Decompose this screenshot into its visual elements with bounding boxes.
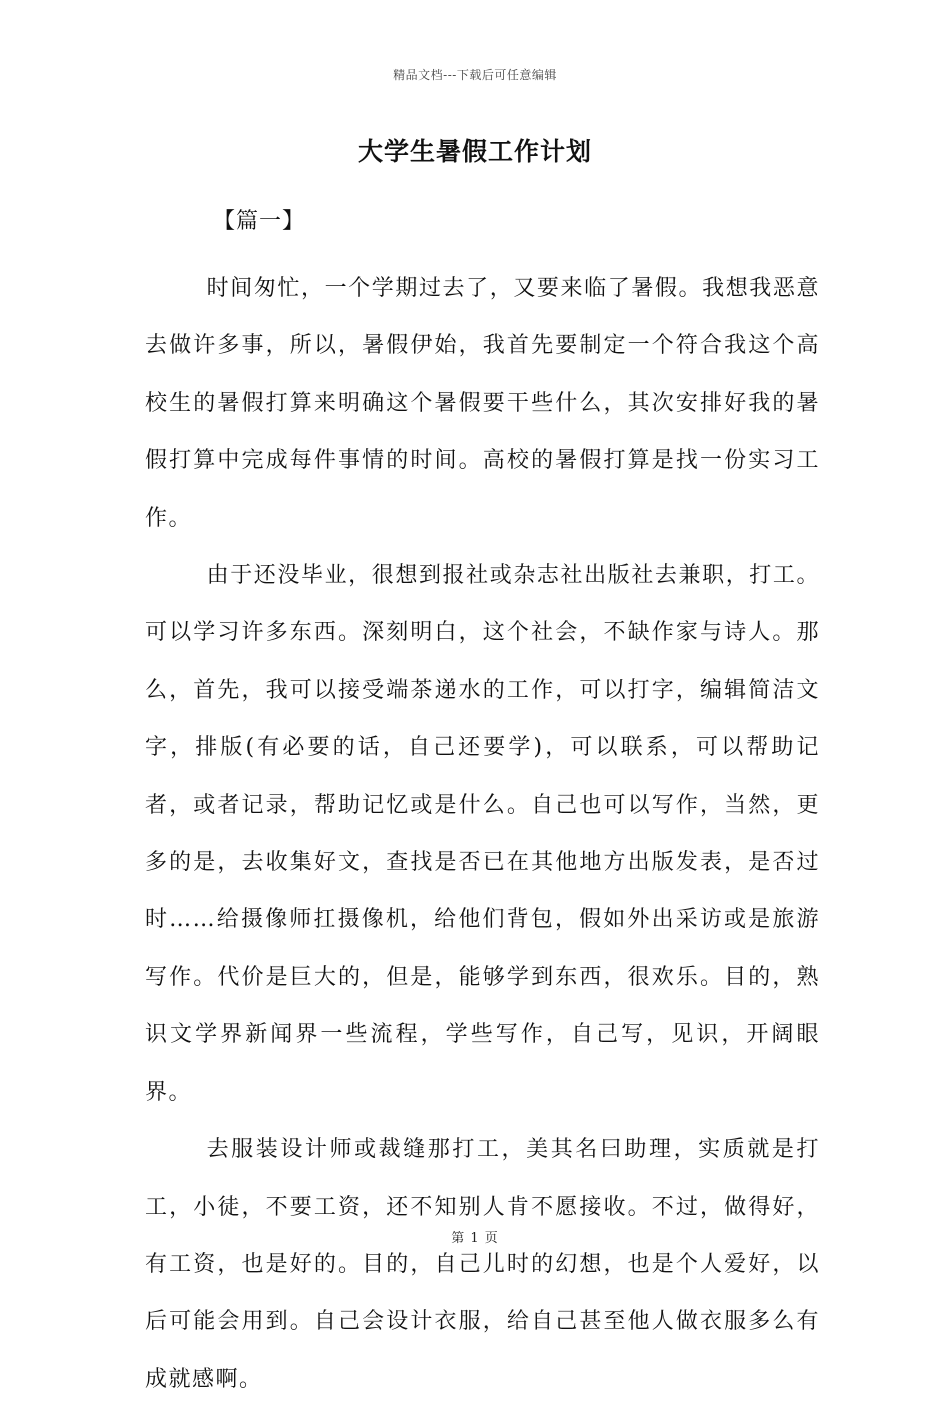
document-title: 大学生暑假工作计划: [357, 137, 592, 166]
paragraph-3: 去服装设计师或裁缝那打工，美其名曰助理，实质就是打工，小徒，不要工资，还不知别人肯不愿接收。不过，做得好，有工资，也是好的。目的，自己儿时的幻想，也是个人爱好，以后可能会用到。自己会设计衣服，给自己甚至他人做衣服多么有成就感啊。: [145, 1137, 820, 1392]
page-number: 第 1 页: [451, 1231, 499, 1246]
paragraph-1: 时间匆忙，一个学期过去了，又要来临了暑假。我想我恶意去做许多事，所以，暑假伊始，我首先要制定一个符合我这个高校生的暑假打算来明确这个暑假要干些什么，其次安排好我的暑假打算中完成每件事情的时间。高校的暑假打算是找一份实习工作。: [145, 276, 820, 531]
page-header: 精品文档---下载后可任意编辑: [393, 68, 557, 82]
paragraph-2: 由于还没毕业，很想到报社或杂志社出版社去兼职，打工。可以学习许多东西。深刻明白，这个社会，不缺作家与诗人。那么，首先，我可以接受端茶递水的工作，可以打字，编辑简洁文字，排版(有必要的话，自己还要学)，可以联系，可以帮助记者，或者记录，帮助记忆或是什么。自己也可以写作，当然，更多的是，去收集好文，查找是否已在其他地方出版发表，是否过时……给摄像师扛摄像机，给他们背包，假如外出采访或是旅游写作。代价是巨大的，但是，能够学到东西，很欢乐。目的，熟识文学界新闻界一些流程，学些写作，自己写，见识，开阔眼界。: [145, 563, 820, 1105]
section-label: 【篇一】: [213, 209, 306, 234]
